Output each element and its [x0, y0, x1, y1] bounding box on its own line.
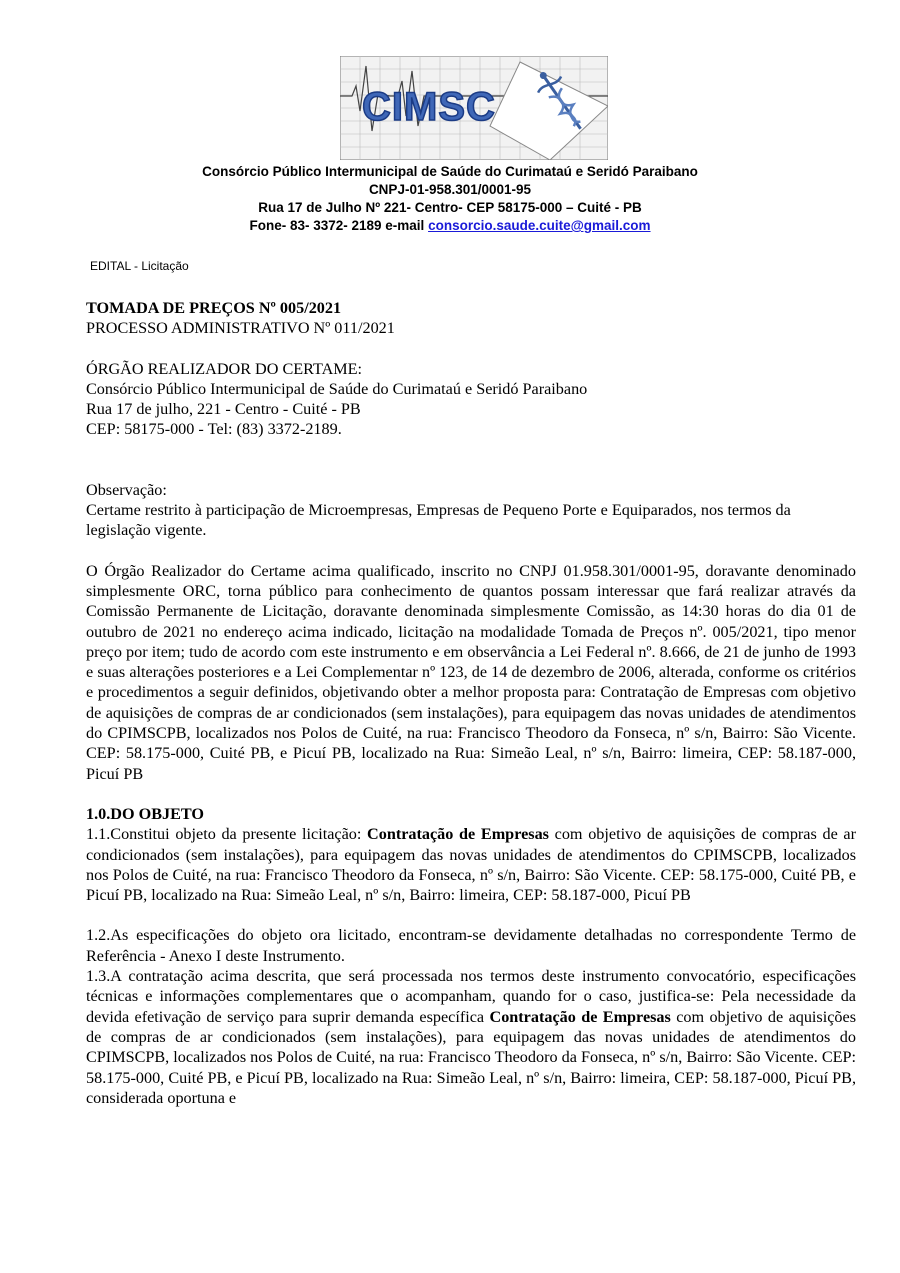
orgao-heading: ÓRGÃO REALIZADOR DO CERTAME: — [86, 359, 363, 378]
orgao-street: Rua 17 de julho, 221 - Centro - Cuité - PB — [86, 400, 361, 419]
document-body — [86, 298, 856, 1108]
paragraph-1-2: 1.2.As especificações do objeto ora licitado, encontram-se devidamente detalhadas no correspondente Termo de Referência - Anexo I deste Instrumento. — [86, 926, 856, 965]
title-processo: PROCESSO ADMINISTRATIVO Nº 011/2021 — [86, 319, 395, 338]
doc-label: EDITAL - Licitação — [90, 259, 189, 273]
observacao-heading: Observação: — [86, 480, 167, 499]
section-heading-objeto: 1.0.DO OBJETO — [86, 804, 204, 823]
cimsc-logo — [340, 56, 608, 160]
org-address: Rua 17 de Julho Nº 221- Centro- CEP 58175-000 – Cuité - PB — [258, 200, 642, 215]
org-contact — [0, 217, 900, 235]
logo-graphic — [340, 56, 608, 160]
paragraph-1-1: 1.1.Constitui objeto da presente licitação: Contratação de Empresas com objetivo de aquisições de compras de ar condicionados (sem instalações), para equipagem das novas unidades de atendimentos do CPIMSCPB, localizados nos Polos de Cuité, na rua: Francisco Theodoro da Fonseca, nº s/n, Bairro: São Vicente. CEP: 58.175-000, Cuité PB, e Picuí PB, localizado na Rua: Simeão Leal, nº s/n, Bairro: limeira, CEP: 58.187-000, Picuí PB — [86, 825, 857, 905]
paragraph-1-3: 1.3.A contratação acima descrita, que será processada nos termos deste instrumento convocatório, especificações técnicas e informações complementares que o acompanham, quando for o caso, justifica-se: Pela necessidade da devida efetivação de serviço para suprir demanda específica Contratação de Empresas com objetivo de aquisições de compras de ar condicionados (sem instalações), para equipagem das novas unidades de atendimentos do CPIMSCPB, localizados nos Polos de Cuité, na rua: Francisco Theodoro da Fonseca, nº s/n, Bairro: São Vicente. CEP: 58.175-000, Cuité PB, e Picuí PB, localizado na Rua: Simeão Leal, nº s/n, Bairro: limeira, CEP: 58.187-000, Picuí PB, considerada oportuna e — [86, 967, 856, 1107]
title-tomada: TOMADA DE PREÇOS Nº 005/2021 — [86, 299, 342, 317]
orgao-cep-tel: CEP: 58175-000 - Tel: (83) 3372-2189. — [86, 420, 342, 439]
intro-paragraph: O Órgão Realizador do Certame acima qualificado, inscrito no CNPJ 01.958.301/0001-95, doravante denominado simplesmente ORC, torna público para conhecimento de quantos possam interessar que fará realizar através da Comissão Permanente de Licitação, doravante denominada simplesmente Comissão, as 14:30 horas do dia 01 de outubro de 2021 no endereço acima indicado, licitação na modalidade Tomada de Preços nº. 005/2021, tipo menor preço por item; tudo de acordo com este instrumento e em observância a Lei Federal nº. 8.666, de 21 de junho de 1993 e suas alterações posteriores e a Lei Complementar nº 123, de 14 de dezembro de 2006, alterada, conforme os critérios e procedimentos a seguir definidos, objetivando obter a melhor proposta para: Contratação de Empresas com objetivo de aquisições de compras de ar condicionados (sem instalações), para equipagem das novas unidades de atendimentos do CPIMSCPB, localizados nos Polos de Cuité, na rua: Francisco Theodoro da Fonseca, nº s/n, Bairro: São Vicente. CEP: 58.175-000, Cuité PB, e Picuí PB, localizado na Rua: Simeão Leal, nº s/n, Bairro: limeira, CEP: 58.187-000, Picuí PB — [86, 561, 856, 783]
org-cnpj: CNPJ-01-958.301/0001-95 — [368, 182, 532, 197]
logo-text: CIMSC — [362, 85, 496, 129]
org-name: Consórcio Público Intermunicipal de Saúde do Curimataú e Seridó Paraibano — [202, 164, 698, 179]
observacao-text: Certame restrito à participação de Microempresas, Empresas de Pequeno Porte e Equiparados, nos termos da legislação vigente. — [86, 501, 791, 540]
org-phone: Fone- 83- 3372- 2189 e-mail — [249, 218, 425, 233]
email-link[interactable]: consorcio.saude.cuite@gmail.com — [428, 218, 651, 233]
orgao-name: Consórcio Público Intermunicipal de Saúde do Curimataú e Seridó Paraibano — [86, 379, 588, 398]
